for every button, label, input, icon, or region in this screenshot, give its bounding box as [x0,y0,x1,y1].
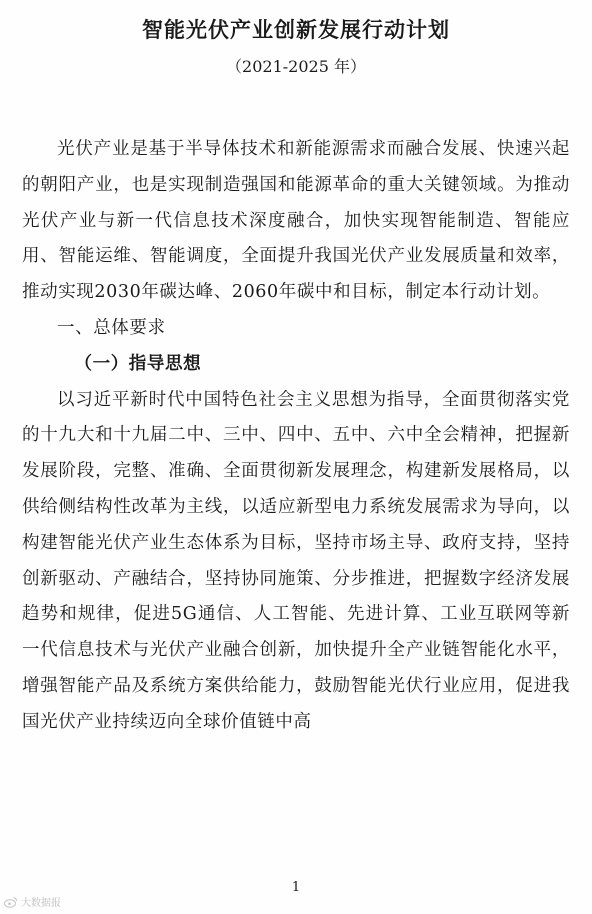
section-heading: 一、总体要求 [57,317,166,338]
document-subtitle: （2021-2025 年） [226,57,366,76]
weibo-logo-icon [4,896,18,908]
document-title: 智能光伏产业创新发展行动计划 [142,18,450,42]
page-number: 1 [291,880,301,895]
guiding-ideology-paragraph: 以习近平新时代中国特色社会主义思想为指导，全面贯彻落实党的十九大和十九届二中、三中、四中、五中、六中全会精神，把握新发展阶段，完整、准确、全面贯彻新发展理念，构建新发展格局，以供给侧结构性改革为主线，以适应新型电力系统发展需求为导向，以构建智能光伏产业生态体系为目标，坚持市场主导、政府支持，坚持创新驱动、产融结合，坚持协同施策、分步推进，把握数字经济发展趋势和规律，促进5G通信、人工智能、先进计算、工业互联网等新一代信息技术与光伏产业融合创新，加快提升全产业链智能化水平，增强智能产品及系统方案供给能力，鼓励智能光伏行业应用，促进我国光伏产业持续迈向全球价值链中高 [22,389,570,732]
watermark [4,894,61,909]
document-body [22,132,570,741]
watermark-text: 大数据报 [21,898,61,909]
subsection-heading: （一）指导思想 [74,353,202,374]
intro-paragraph: 光伏产业是基于半导体技术和新能源需求而融合发展、快速兴起的朝阳产业，也是实现制造强国和能源革命的重大关键领域。为推动光伏产业与新一代信息技术深度融合，加快实现智能制造、智能应用、智能运维、智能调度，全面提升我国光伏产业发展质量和效率，推动实现2030年碳达峰、2060年碳中和目标，制定本行动计划。 [22,139,570,303]
